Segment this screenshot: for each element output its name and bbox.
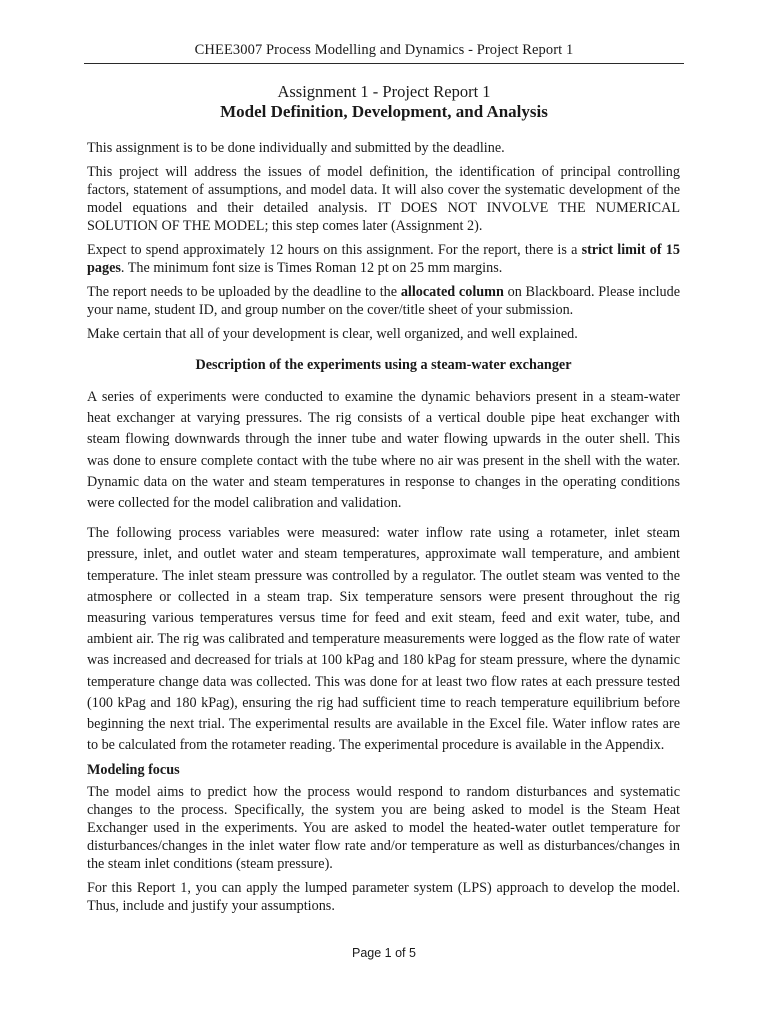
modeling-section [87,783,680,915]
assignment-title: Assignment 1 - Project Report 1 [277,82,491,101]
experiments-paragraph-1: A series of experiments were conducted to examine the dynamic behaviors present in a steam-water heat exchanger at varying pressures. The rig consists of a vertical double pipe heat exchanger with steam flowing downwards through the inner tube and water flowing upwards in the outer shell. This was done to ensure complete contact with the tube where no air was present in the shell with the water. Dynamic data on the water and steam temperatures in response to changes in the operating conditions were collected for the model calibration and validation. [87,389,680,512]
experiments-paragraph-2: The following process variables were measured: water inflow rate using a rotameter, inlet steam pressure, inlet, and outlet water and steam temperatures, approximate wall temperature, and ambient temperature. The inlet steam pressure was controlled by a regulator. The outlet steam was vented to the atmosphere or collected in a steam trap. Six temperature sensors were present throughout the rig measuring various temperatures versus time for feed and exit steam, feed and exit water, tube, and ambient air. The rig was calibrated and temperature measurements were logged as the flow rate of water was increased and decreased for trials at 100 kPag and 180 kPag for steam pressure, where the dynamic temperature change data was collected. This was done for at least two flow rates at each pressure tested (100 kPag and 180 kPag), ensuring the rig had sufficient time to reach temperature equilibrium before beginning the next trial. The experimental results are available in the Excel file. Water inflow rates are to be calculated from the rotameter reading. The experimental procedure is available in the Appendix. [87,525,680,754]
intro-paragraph-3-text-a: Expect to spend approximately 12 hours on this assignment. For the report, there is a [87,242,582,258]
intro-paragraph-1: This assignment is to be done individually and submitted by the deadline. [87,140,505,156]
intro-section [87,139,680,343]
header-divider [84,63,684,64]
page-limit-emphasis: strict limit of 15 pages [87,242,680,276]
intro-paragraph-4 [87,283,680,319]
experiments-section [87,387,680,756]
intro-paragraph-3-text-b: . The minimum font size is Times Roman 12 pt on 25 mm margins. [120,260,503,276]
modeling-focus-heading: Modeling focus [87,762,180,778]
allocated-column-emphasis: allocated column [400,284,504,300]
modeling-paragraph-1: The model aims to predict how the process would respond to random disturbances and systematic changes to the process. Specifically, the system you are being asked to model is the Steam Heat Exchanger used in the experiments. You are asked to model the heated-water outlet temperature for disturbances/changes in the inlet water flow rate and/or temperature as well as disturbances/changes in the steam inlet conditions (steam pressure). [87,784,680,872]
assignment-subtitle: Model Definition, Development, and Analysis [220,102,548,121]
intro-paragraph-2: This project will address the issues of model definition, the identification of principal controlling factors, statement of assumptions, and model data. It will also cover the systematic development of the model equations and their detailed analysis. IT DOES NOT INVOLVE THE NUMERICAL SOLUTION OF THE MODEL; this step comes later (Assignment 2). [87,164,680,234]
intro-paragraph-4-text-b: on Blackboard. Please include your name, student ID, and group number on the cover/title sheet of your submission. [87,284,680,318]
page-number: Page 1 of 5 [352,946,416,960]
intro-paragraph-5: Make certain that all of your development is clear, well organized, and well explained. [87,326,578,342]
modeling-paragraph-2: For this Report 1, you can apply the lumped parameter system (LPS) approach to develop the model. Thus, include and justify your assumptions. [87,880,680,914]
intro-paragraph-4-text-a: The report needs to be uploaded by the deadline to the [87,284,401,300]
intro-paragraph-3 [87,241,680,277]
experiments-heading: Description of the experiments using a steam-water exchanger [195,357,572,373]
running-header: CHEE3007 Process Modelling and Dynamics - Project Report 1 [194,42,574,58]
